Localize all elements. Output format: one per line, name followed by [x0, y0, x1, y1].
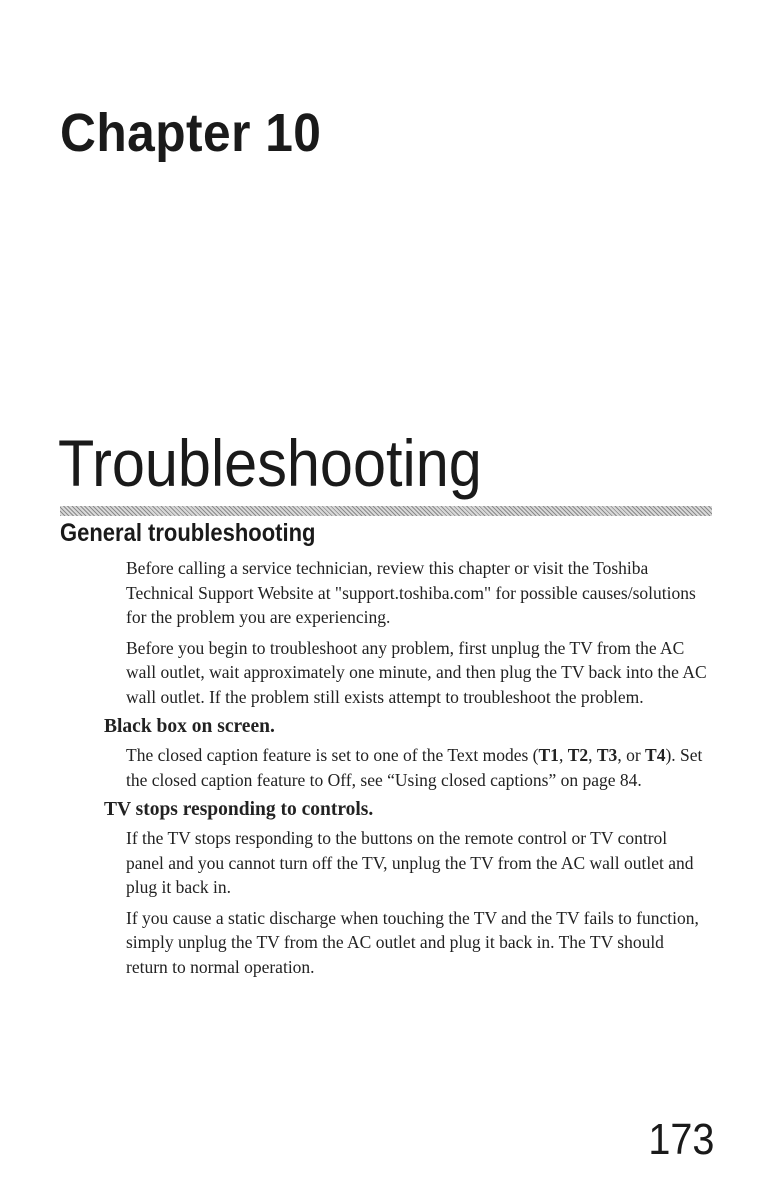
text-run: ). Set the closed caption feature to Off, see “Using closed captions” on page 84. [126, 745, 703, 790]
text-run: , or [617, 745, 646, 765]
title-rule-divider [60, 506, 712, 516]
intro-paragraph: Before you begin to troubleshoot any problem, first unplug the TV from the AC wall outlet, wait approximately one minute, and then plug the TV back into the AC wall outlet. If the problem still exists attempt to troubleshoot the problem. [126, 637, 707, 707]
text-mode-t2: T2 [567, 745, 589, 765]
text-mode-t3: T3 [596, 745, 618, 765]
topic-paragraph-black-box [126, 743, 708, 792]
text-mode-t4: T4 [645, 745, 666, 765]
topic-paragraph-tv-stops: If the TV stops responding to the buttons on the remote control or TV control panel and you cannot turn off the TV, unplug the TV from the AC wall outlet and plug it back in. [126, 828, 694, 897]
text-mode-t1: T1 [538, 745, 559, 765]
section-heading: General troubleshooting [60, 519, 316, 547]
topic-paragraph-tv-stops: If you cause a static discharge when touching the TV and the TV fails to function, simply unplug the TV from the AC outlet and plug it back in. The TV should return to normal operation. [126, 907, 699, 977]
chapter-label: Chapter 10 [60, 103, 322, 163]
topic-heading-tv-stops: TV stops responding to controls. [104, 799, 374, 820]
page-number: 173 [647, 1115, 714, 1164]
text-run: , [558, 745, 568, 765]
intro-paragraph: Before calling a service technician, review this chapter or visit the Toshiba Technical Support Website at "support.toshiba.com" for possible causes/solutions for the problem you are experiencing. [126, 558, 696, 627]
chapter-title: Troubleshooting [58, 426, 482, 500]
section-content [0, 556, 772, 985]
text-run: The closed caption feature is set to one of the Text modes ( [126, 745, 539, 765]
topic-heading-black-box: Black box on screen. [104, 716, 275, 737]
text-run: , [588, 745, 597, 765]
